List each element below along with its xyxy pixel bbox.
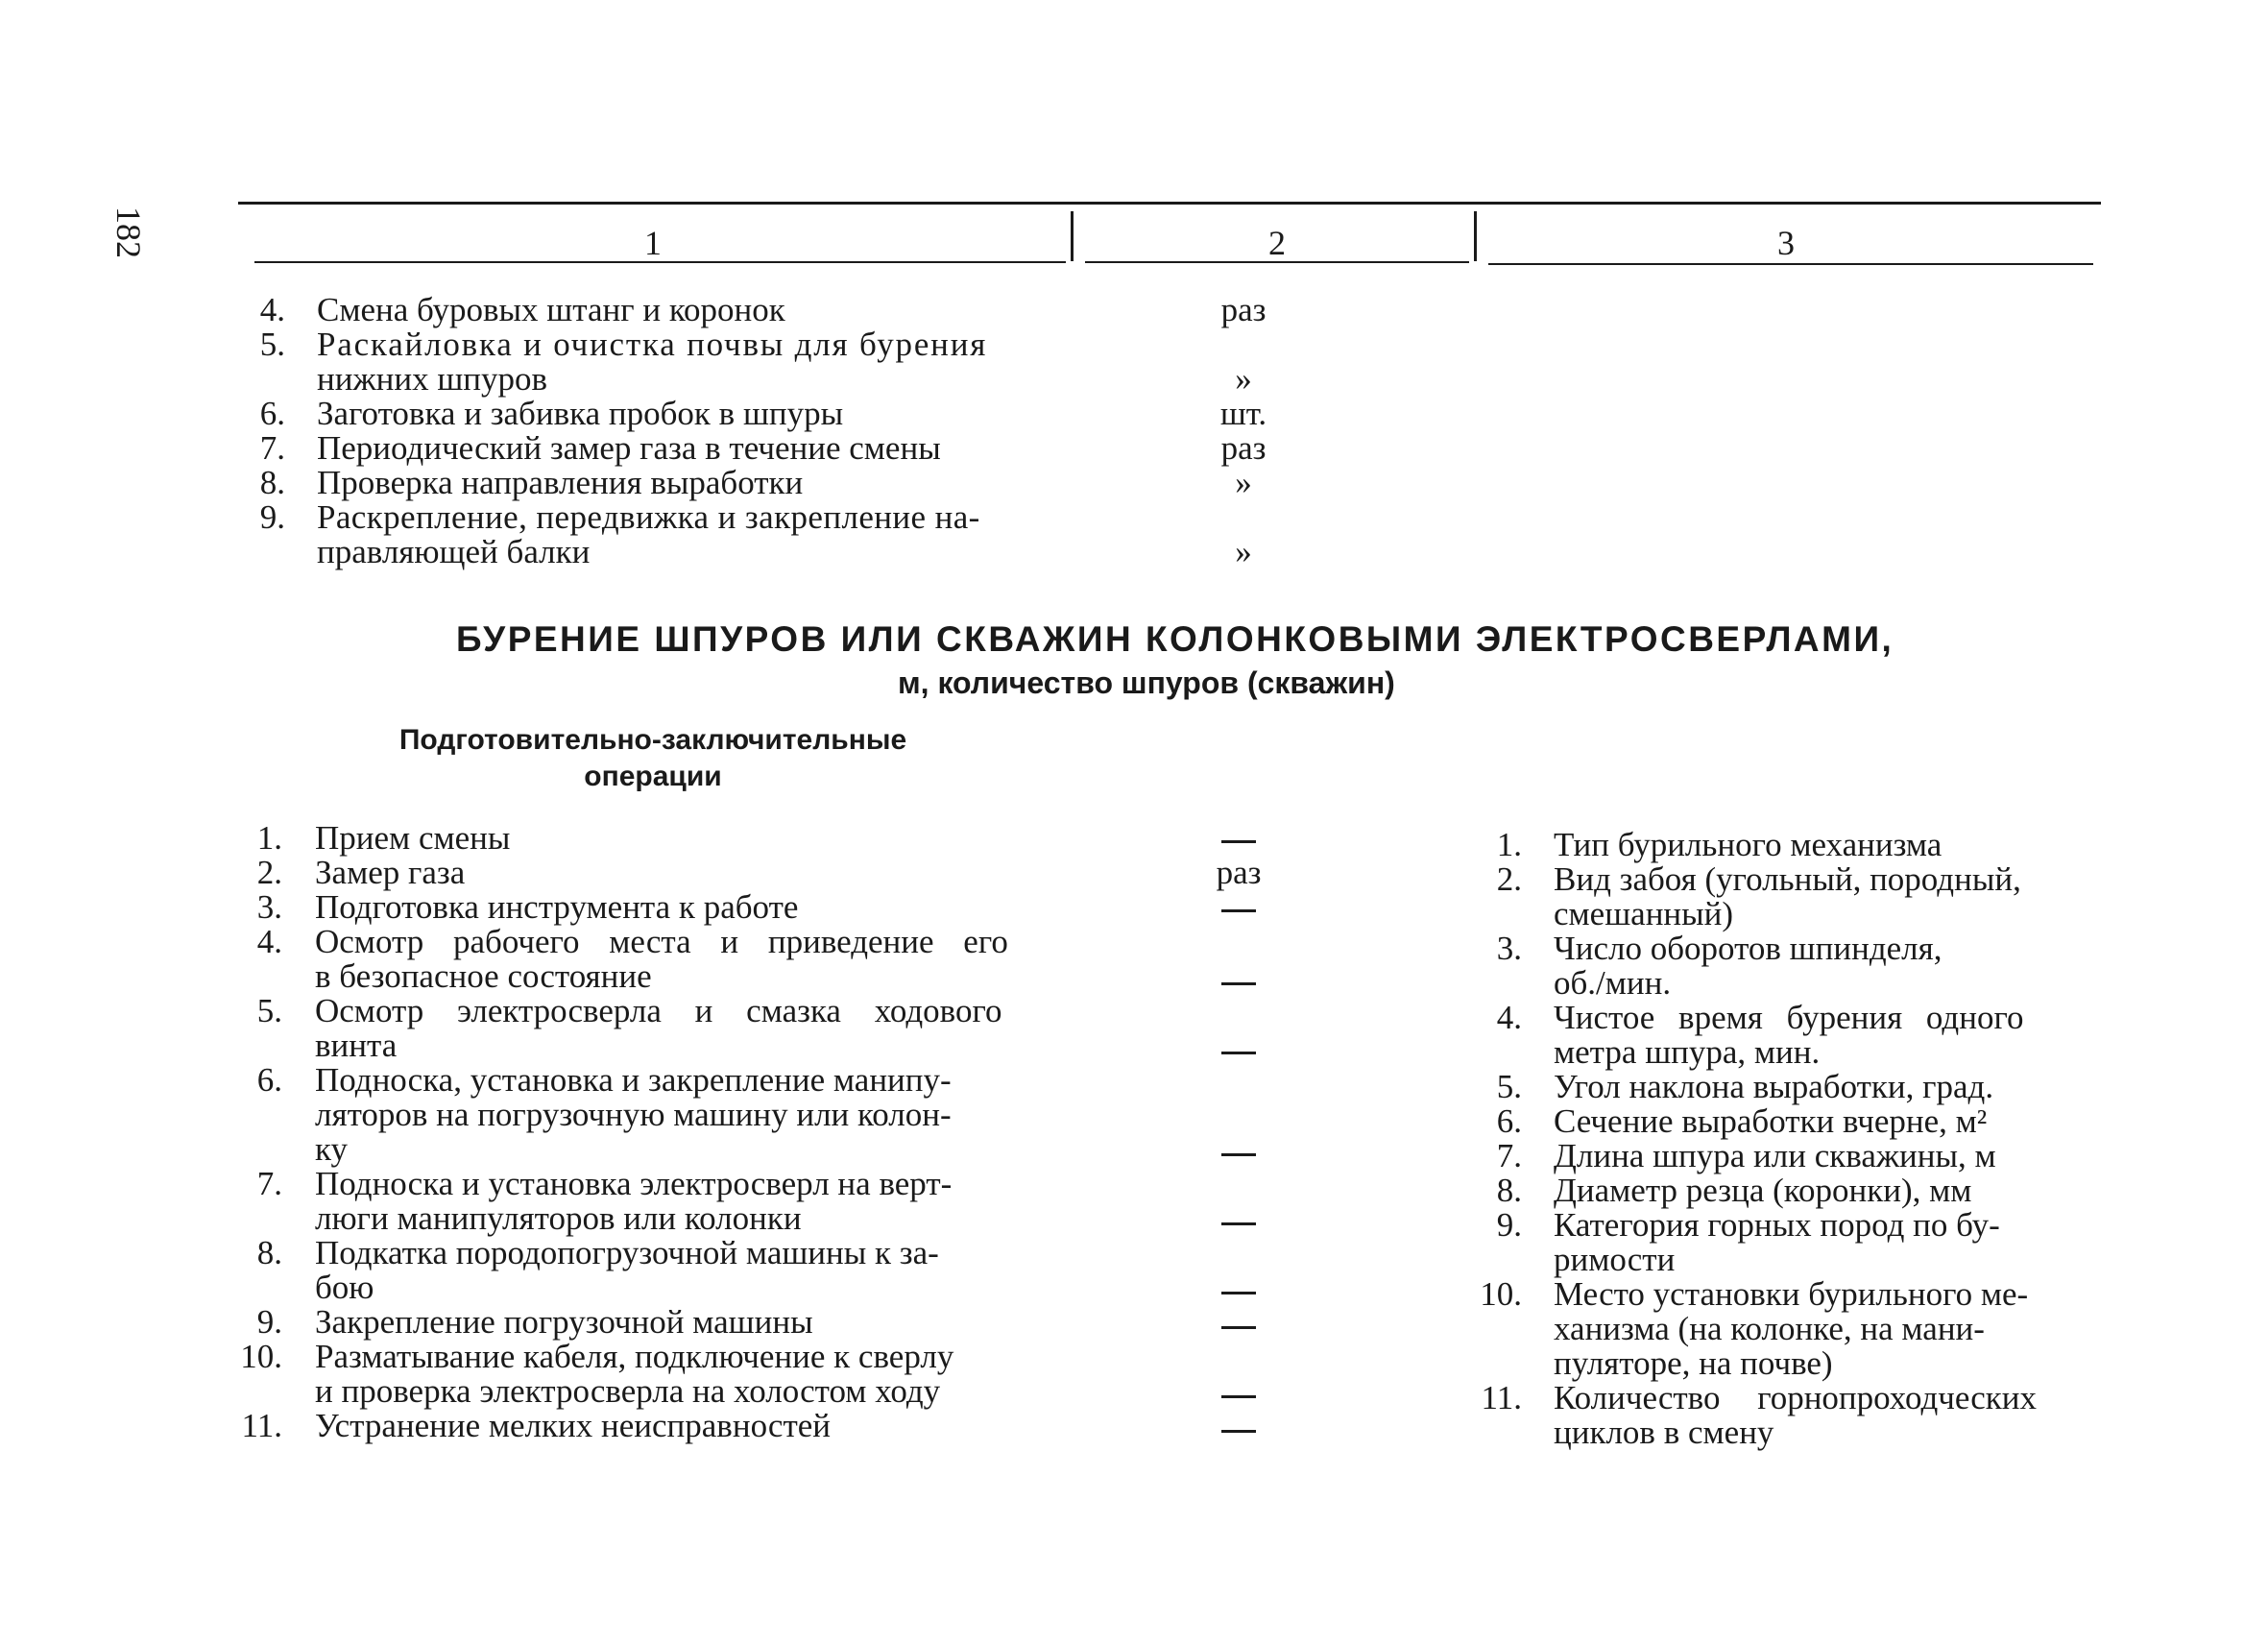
dash-mark	[1221, 1430, 1256, 1433]
section-title-line: операции	[584, 761, 722, 792]
column-separator-2	[1474, 211, 1477, 261]
item-number: 7.	[259, 429, 285, 467]
item-text: Устранение мелких неисправностей	[315, 1407, 832, 1444]
item-text: ку	[315, 1130, 349, 1168]
dash-mark	[1221, 1052, 1256, 1054]
item-text: нижних шпуров	[317, 360, 548, 398]
item-text: ляторов на погрузочную машину или колон-	[315, 1096, 952, 1133]
page-heading: БУРЕНИЕ ШПУРОВ ИЛИ СКВАЖИН КОЛОНКОВЫМИ ЭЛЕКТРОСВЕРЛАМИ,	[456, 619, 1894, 659]
item-text: Тип бурильного механизма	[1554, 826, 1942, 863]
item-unit: »	[1235, 533, 1252, 570]
column-header-2: 2	[1268, 224, 1286, 262]
dash-mark	[1221, 840, 1256, 843]
item-number: 7.	[256, 1165, 282, 1202]
item-text: люги манипуляторов или колонки	[315, 1199, 802, 1237]
item-text: циклов в смену	[1554, 1414, 1774, 1451]
item-number: 4.	[256, 923, 282, 960]
section-title-line: Подготовительно-заключительные	[398, 724, 907, 756]
item-text: в безопасное состояние	[315, 957, 652, 995]
item-text: Смена буровых штанг и коронок	[317, 291, 785, 328]
item-text: Проверка направления выработки	[317, 464, 804, 501]
item-number: 9.	[259, 498, 285, 536]
item-text: Замер газа	[315, 854, 466, 891]
item-number: 2.	[1496, 860, 1522, 898]
item-text: винта	[315, 1027, 398, 1064]
item-text: Длина шпура или скважины, м	[1554, 1137, 1996, 1174]
item-text: Число оборотов шпинделя,	[1554, 930, 1942, 967]
dash-mark	[1221, 982, 1256, 985]
item-text: Заготовка и забивка пробок в шпуры	[317, 395, 844, 432]
item-text: об./мин.	[1554, 964, 1672, 1002]
item-text: Подкатка породопогрузочной машины к за-	[315, 1234, 939, 1271]
page-subheading: м, количество шпуров (скважин)	[898, 665, 1395, 700]
item-number: 11.	[1481, 1379, 1522, 1416]
item-text: ханизма (на колонке, на мани-	[1554, 1310, 1985, 1347]
dash-mark	[1221, 1326, 1256, 1329]
item-number: 2.	[256, 854, 282, 891]
item-text: Диаметр резца (коронки), мм	[1554, 1172, 1972, 1209]
item-text: Закрепление погрузочной машины	[315, 1303, 813, 1341]
dash-mark	[1221, 1153, 1256, 1156]
item-number: 8.	[256, 1234, 282, 1271]
item-text: Подноска и установка электросверл на верт-	[315, 1165, 953, 1202]
item-number: 10.	[1480, 1275, 1522, 1313]
item-number: 5.	[256, 992, 282, 1029]
item-number: 4.	[1496, 999, 1522, 1036]
column-header-1: 1	[644, 224, 662, 262]
item-number: 4.	[259, 291, 285, 328]
item-text: Сечение выработки вчерне, м²	[1554, 1102, 1988, 1140]
item-number: 6.	[256, 1061, 282, 1099]
item-text: Разматывание кабеля, подключение к сверлу	[315, 1338, 954, 1375]
item-text: метра шпура, мин.	[1554, 1033, 1821, 1071]
item-text: Место установки бурильного ме-	[1554, 1275, 2029, 1313]
item-text: Категория горных пород по бу-	[1554, 1206, 2000, 1244]
dash-mark	[1221, 909, 1256, 912]
column-header-3: 3	[1777, 224, 1795, 262]
column-separator-1	[1071, 211, 1074, 261]
item-unit: шт.	[1219, 395, 1267, 432]
item-text: Раскайловка и очистка почвы для бурения	[317, 326, 988, 363]
item-number: 5.	[1496, 1068, 1522, 1105]
item-number: 6.	[259, 395, 285, 432]
item-text: Чистое время бурения одного	[1554, 999, 2024, 1036]
item-number: 1.	[1496, 826, 1522, 863]
dash-mark	[1221, 1292, 1256, 1294]
item-text: Угол наклона выработки, град.	[1554, 1068, 1994, 1105]
item-number: 3.	[256, 888, 282, 926]
item-number: 8.	[1496, 1172, 1522, 1209]
item-number: 3.	[1496, 930, 1522, 967]
table-top-rule	[238, 202, 2101, 205]
item-text: смешанный)	[1554, 895, 1734, 932]
item-text: пуляторе, на почве)	[1554, 1344, 1833, 1382]
item-number: 9.	[1496, 1206, 1522, 1244]
header-bottom-rule-3	[1488, 263, 2093, 265]
item-text: Осмотр электросверла и смазка ходового	[315, 992, 1002, 1029]
item-unit: »	[1235, 360, 1252, 398]
item-number: 10.	[240, 1338, 282, 1375]
item-text: правляющей балки	[317, 533, 591, 570]
item-number: 5.	[259, 326, 285, 363]
item-unit: раз	[1220, 291, 1267, 328]
item-number: 6.	[1496, 1102, 1522, 1140]
item-number: 8.	[259, 464, 285, 501]
item-unit: »	[1235, 464, 1252, 501]
dash-mark	[1221, 1395, 1256, 1398]
item-text: Подноска, установка и закрепление манипу-	[315, 1061, 952, 1099]
item-text: Осмотр рабочего места и приведение его	[315, 923, 1008, 960]
item-number: 11.	[241, 1407, 282, 1444]
section-title	[355, 722, 951, 795]
item-text: Периодический замер газа в течение смены	[317, 429, 941, 467]
item-text: Подготовка инструмента к работе	[315, 888, 799, 926]
item-text: Количество горнопроходческих	[1554, 1379, 2038, 1416]
item-text: Прием смены	[315, 819, 511, 857]
dash-mark	[1221, 1222, 1256, 1225]
page-number: 182	[109, 206, 148, 258]
item-number: 9.	[256, 1303, 282, 1341]
item-text: и проверка электросверла на холостом ходу	[315, 1372, 941, 1410]
item-text: Раскрепление, передвижка и закрепление на-	[317, 498, 980, 536]
item-text: бою	[315, 1269, 374, 1306]
item-unit: раз	[1220, 429, 1267, 467]
item-number: 1.	[256, 819, 282, 857]
item-unit: раз	[1216, 854, 1262, 891]
item-text: Вид забоя (угольный, породный,	[1554, 860, 2021, 898]
item-number: 7.	[1496, 1137, 1522, 1174]
item-text: римости	[1554, 1241, 1676, 1278]
